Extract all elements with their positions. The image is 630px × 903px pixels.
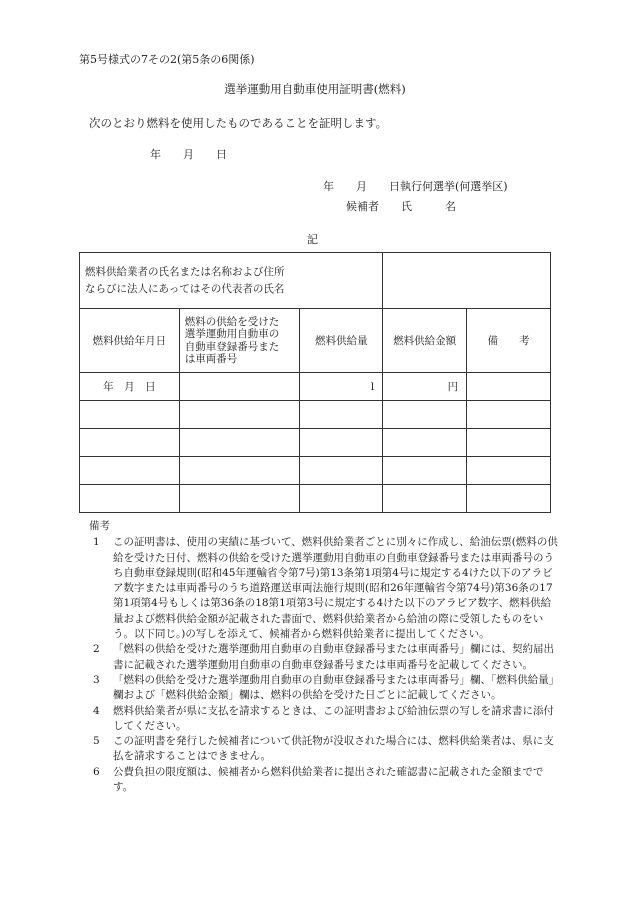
cell-amount[interactable] [383, 401, 467, 429]
cell-quantity[interactable] [300, 429, 383, 457]
notes-heading: 備考 [89, 520, 110, 532]
note-text: この証明書は、使用の実績に基づいて、燃料供給業者ごとに別々に作成し、給油伝票(燃料の供給を受けた日付、燃料の供給を受けた選挙運動用自動車の自動車登録番号または車両番号のうち自動車登録規則(昭和45年運輸省令第7号)第13条第1項第4号に規定する4けた以下のアラビア数字または車両番号のうち道路運送車両法施行規則(昭和26年運輸省令第74号)第36条の17第1項第4号もしくは第36条の18第1項第3号に規定する4けた以下のアラビア数字、燃料供給量および燃料供給金額が記載された書面で、燃料供給業者から給油の際に受領したものをいう。以下同じ。)の写しを添えて、候補者から燃料供給業者に提出してください。 [113, 536, 558, 641]
note-item [81, 734, 561, 765]
cell-remarks[interactable] [467, 401, 551, 429]
cell-vehicle[interactable] [179, 457, 300, 485]
cell-vehicle[interactable] [179, 401, 300, 429]
header-supply-date: 燃料供給年月日 [80, 309, 180, 373]
notes-section [81, 519, 561, 795]
cell-amount[interactable] [383, 485, 467, 513]
issue-date-day: 日 [216, 148, 227, 161]
note-number: 5 [93, 735, 100, 748]
table-row [80, 485, 551, 513]
cell-amount[interactable] [383, 429, 467, 457]
cell-amount[interactable]: 円 [383, 373, 467, 401]
note-number: 1 [93, 536, 100, 549]
cell-quantity[interactable] [300, 401, 383, 429]
certification-statement: 次のとおり燃料を使用したものであることを証明します。 [89, 116, 388, 130]
table-row [80, 457, 551, 485]
cell-date[interactable] [80, 457, 180, 485]
header-vehicle-number [179, 309, 300, 373]
note-text: 「燃料の供給を受けた選挙運動用自動車の自動車登録番号または車両番号」欄には、契約届出書に記載された選挙運動用自動車の自動車登録番号または車両番号を記載してください。 [113, 643, 554, 671]
cell-vehicle[interactable] [179, 373, 300, 401]
header-vehicle-line2: 選挙運動用自動車の [184, 328, 280, 340]
note-text: 燃料供給業者が県に支払を請求するときは、この証明書および給油伝票の写しを請求書に添付してください。 [113, 704, 554, 732]
table-row [80, 401, 551, 429]
header-vehicle-line1: 燃料の供給を受けた [184, 315, 280, 328]
election-line: 年 月 日執行何選挙(何選挙区) [323, 180, 508, 193]
supplier-label-line2: ならびに法人にあってはその代表者の氏名 [85, 282, 285, 295]
fuel-supply-table [79, 252, 551, 513]
note-number: 2 [93, 643, 100, 656]
cell-remarks[interactable] [467, 457, 551, 485]
table-row [80, 429, 551, 457]
cell-remarks[interactable] [467, 429, 551, 457]
table-row [80, 373, 551, 401]
header-vehicle-line4: は車両番号 [184, 353, 238, 365]
supplier-value-cell[interactable] [383, 253, 551, 309]
cell-remarks[interactable] [467, 373, 551, 401]
cell-quantity[interactable] [300, 457, 383, 485]
header-vehicle-line3: 自動車登録番号また [184, 340, 280, 353]
note-number: 3 [93, 673, 100, 686]
document-title: 選挙運動用自動車使用証明書(燃料) [224, 82, 406, 96]
header-quantity: 燃料供給量 [300, 309, 383, 373]
issue-date [150, 146, 227, 162]
note-number: 4 [93, 704, 100, 717]
cell-date[interactable]: 年 月 日 [80, 373, 180, 401]
note-item [81, 642, 561, 673]
cell-quantity[interactable]: l [300, 373, 383, 401]
cell-vehicle[interactable] [179, 485, 300, 513]
issue-date-month: 月 [183, 148, 194, 161]
record-heading: 記 [307, 233, 318, 246]
header-remarks: 備 考 [467, 309, 551, 373]
cell-quantity[interactable] [300, 485, 383, 513]
cell-date[interactable] [80, 429, 180, 457]
cell-vehicle[interactable] [179, 429, 300, 457]
cell-date[interactable] [80, 485, 180, 513]
note-item [81, 673, 561, 704]
supplier-label-line1: 燃料供給業者の氏名または名称および住所 [85, 265, 285, 278]
candidate-line: 候補者 氏 名 [346, 200, 456, 213]
note-item [81, 704, 561, 735]
note-item [81, 765, 561, 796]
note-item [81, 535, 561, 642]
supplier-label-cell [80, 253, 383, 309]
cell-amount[interactable] [383, 457, 467, 485]
note-text: この証明書を発行した候補者について供託物が没収された場合には、燃料供給業者は、県に支払を請求することはできません。 [113, 735, 554, 763]
note-number: 6 [93, 765, 100, 778]
note-text: 「燃料の供給を受けた選挙運動用自動車の自動車登録番号または車両番号」欄、「燃料供給量」欄および「燃料供給金額」欄は、燃料の供給を受けた日ごとに記載してください。 [113, 673, 560, 702]
note-text: 公費負担の限度額は、候補者から燃料供給業者に提出された確認書に記載された金額までです。 [113, 765, 544, 794]
header-amount: 燃料供給金額 [383, 309, 467, 373]
cell-remarks[interactable] [467, 485, 551, 513]
form-number: 第5号様式の7その2(第5条の6関係) [79, 53, 255, 66]
cell-date[interactable] [80, 401, 180, 429]
issue-date-year: 年 [150, 148, 161, 161]
